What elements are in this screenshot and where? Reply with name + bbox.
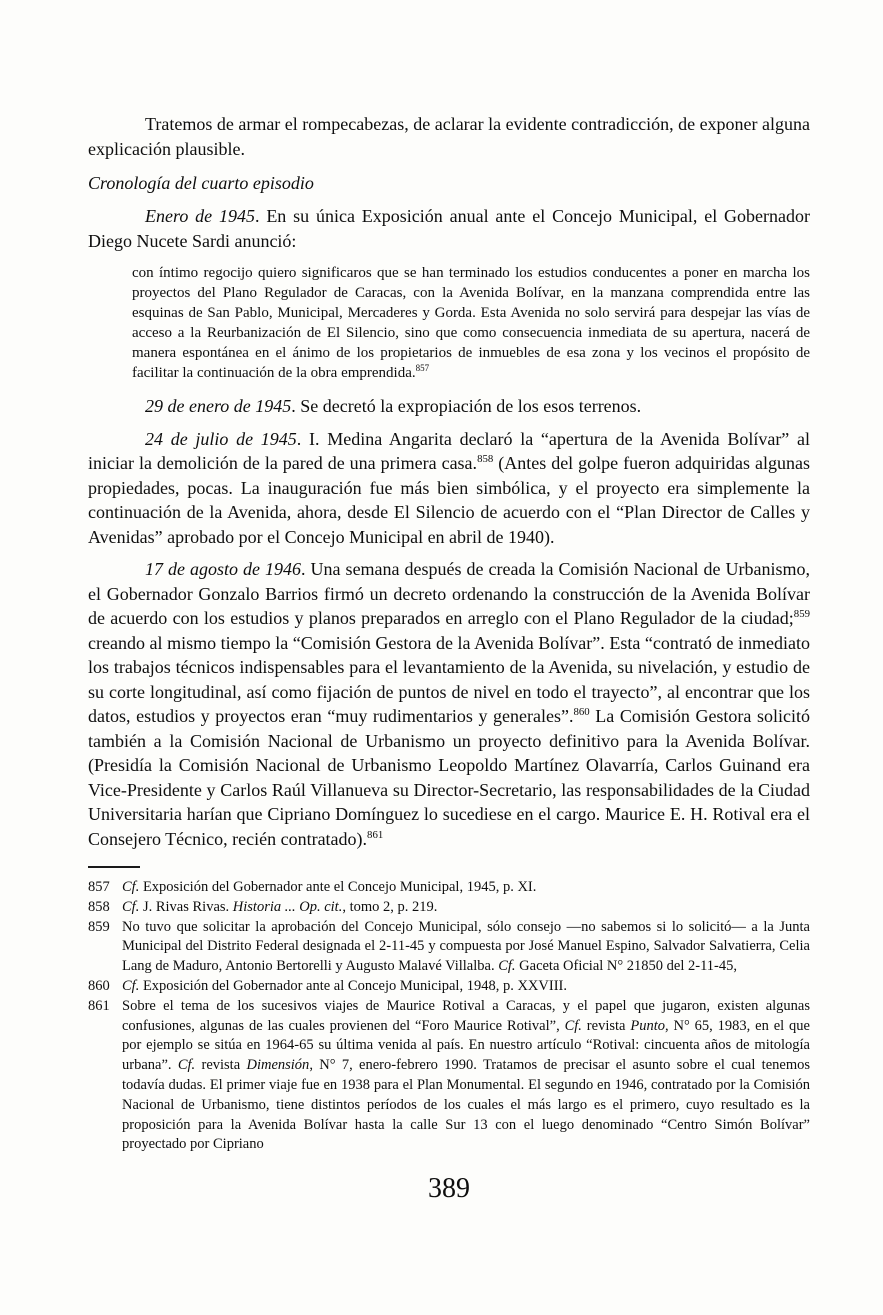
paragraph-17-agosto-1946: 17 de agosto de 1946. Una semana después de creada la Comisión Nacional de Urbanismo, el Gobernador Gonzalo Barrios firmó un decreto ordenando la construcción de la Avenida Bolívar de acuerdo con los estudios y planos preparados en arreglo con el Plano Regulador de la ciudad;$^{859}$ creando al mismo tiempo la “Comisión Gestora de la Avenida Bolívar”. Esta “contrató de inmediato los trabajos técnicos indispensables para el levantamiento de la Avenida, su nivelación, y estudio de su corte longitudinal, así como fijación de puntos de nivel en todo el trayecto”, al encontrar que los datos, estudios y proyectos eran “muy rudimentarios y generales”.$^{860}$ La Comisión Gestora solicitó también a la Comisión Nacional de Urbanismo un proyecto definitivo para la Avenida Bolívar. (Presidía la Comisión Nacional de Urbanismo Leopoldo Martínez Olavarría, Carlos Guinand era Vice-Presidente y Carlos Raúl Villanueva su Director-Secretario, las responsabilidades de la Ciudad Universitaria harían que Cipriano Domínguez lo sucediese en el cargo. Maurice E. H. Rotival era el Consejero Técnico, recién contratado).$^{861}$ bbox=[88, 559, 811, 849]
footnote-number: 858 bbox=[88, 898, 110, 915]
page-content bbox=[88, 112, 810, 1205]
footnote-separator bbox=[88, 866, 140, 868]
footnote-857 bbox=[88, 878, 810, 898]
footnote-860 bbox=[88, 977, 810, 997]
paragraph-24-julio-1945: 24 de julio de 1945. I. Medina Angarita declaró la “apertura de la Avenida Bolívar” al iniciar la demolición de la pared de una primera casa.$^{858}$ (Antes del golpe fueron adquiridas algunas propiedades, pocas. La inauguración fue más bien simbólica, y el proyecto era simplemente la continuación de la Avenida, ahora, desde El Silencio de acuerdo con el “Plan Director de Calles y Avenidas” aprobado por el Concejo Municipal en abril de 1940). bbox=[88, 428, 810, 547]
footnotes bbox=[88, 878, 810, 1155]
footnote-text: Cf. Exposición del Gobernador ante al Concejo Municipal, 1948, p. XXVIII. bbox=[122, 977, 567, 994]
paragraph-29-enero-1945: 29 de enero de 1945. Se decretó la expropiación de los esos terrenos. bbox=[145, 396, 642, 416]
footnote-number: 860 bbox=[88, 977, 110, 994]
footnote-text: Sobre el tema de los sucesivos viajes de Maurice Rotival a Caracas, y el papel que jugaron, existen algunas confusiones, algunas de las cuales provienen del “Foro Maurice Rotival”, Cf. revista Punto, N° 65, 1983, en el que por ejemplo se sitúa en 1964-65 su última venida al país. En nuestro artículo “Rotival: cincuenta años de mitología urbana”. Cf. revista Dimensión, N° 7, enero-febrero 1990. Tratamos de precisar el asunto sobre el cual tenemos todavía dudas. El primer viaje fue en 1938 para el Plan Monumental. El segundo en 1946, contratado por la Comisión Nacional de Urbanismo, tiene distintos períodos de los cuales el más largo es el primero, cuyo resultado es la proposición para la Avenida Bolívar hasta la calle Sur 13 con el luego denominado “Centro Simón Bolívar” proyectado por Cipriano bbox=[122, 997, 810, 1153]
footnote-number: 861 bbox=[88, 997, 110, 1014]
footnote-858 bbox=[88, 898, 810, 918]
paragraph-enero-1945: Enero de 1945. En su única Exposición anual ante el Concejo Municipal, el Gobernador Diego Nucete Sardi anunció: bbox=[88, 206, 810, 251]
footnote-number: 857 bbox=[88, 879, 110, 895]
block-quote: con íntimo regocijo quiero significaros que se han terminado los estudios conducentes a poner en marcha los proyectos del Plano Regulador de Caracas, con la Avenida Bolívar, en la manzana comprendida entre las esquinas de San Pablo, Municipal, Mercaderes y Gorda. Esta Avenida no solo servirá para despejar las vías de acceso a la Reurbanización de El Silencio, sino que como consecuencia inmediata de su apertura, nacerá de manera espontánea en el ánimo de los propietarios de inmuebles de esa zona y los vecinos el propósito de facilitar la continuación de la obra emprendida.$^{857}$ bbox=[132, 265, 810, 381]
footnote-text: Cf. Exposición del Gobernador ante el Concejo Municipal, 1945, p. XI. bbox=[122, 879, 537, 895]
page-number: 389 bbox=[428, 1173, 470, 1205]
footnote-861 bbox=[88, 997, 810, 1155]
footnote-text: No tuvo que solicitar la aprobación del Concejo Municipal, sólo consejo —no sabemos si lo solicitó— a la Junta Municipal del Distrito Federal designada el 2-11-45 y compuesta por José Manuel Espino, Salvador Salvatierra, Celia Lang de Maduro, Antonio Bertorelli y Augusto Malavé Villalba. Cf. Gaceta Oficial N° 21850 del 2-11-45, bbox=[122, 918, 810, 975]
footnote-859 bbox=[88, 918, 810, 977]
footnote-number: 859 bbox=[88, 918, 110, 935]
footnote-text: Cf. J. Rivas Rivas. Historia ... Op. cit., tomo 2, p. 219. bbox=[122, 898, 438, 915]
paragraph-intro: Tratemos de armar el rompecabezas, de aclarar la evidente contradicción, de exponer alguna explicación plausible. bbox=[88, 114, 811, 159]
section-heading: Cronología del cuarto episodio bbox=[88, 173, 314, 193]
